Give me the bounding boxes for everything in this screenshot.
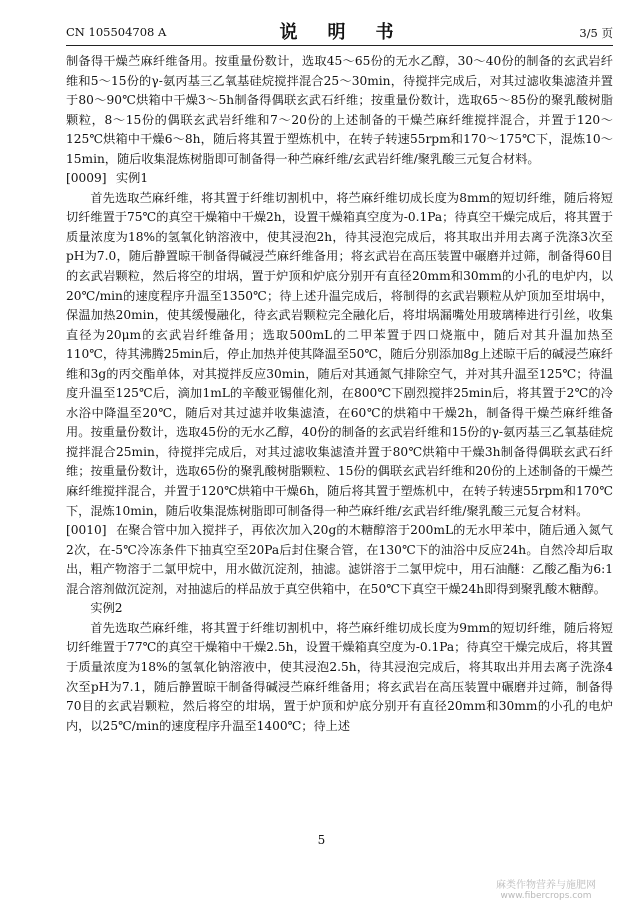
watermark-url: www.fibercrops.com bbox=[500, 891, 592, 901]
paragraph-example2-body: 首先选取苎麻纤维，将其置于纤维切割机中，将苎麻纤维切成长度为9mm的短切纤维，随后将短切纤维置于77℃的真空干燥箱中干燥2.5h，设置干燥箱真空度为-0.1Pa；待真空干燥完成后，将其置于质量浓度为18%的氢氧化钠溶液中，使其浸泡2.5h，待其浸泡完成后，将其取出并用去离子洗涤4次至pH为7.1，随后静置晾干制备得碱浸苎麻纤维备用；将玄武岩在高压装置中碾磨并过筛，制备得70目的玄武岩颗粒，然后将空的坩埚，置于炉顶和炉底分别开有直径20mm和30mm的小孔的电炉内，以25℃/min的速度程序升温至1400℃；待上述 bbox=[66, 620, 613, 733]
paragraph-example1-body: 首先选取苎麻纤维，将其置于纤维切割机中，将苎麻纤维切成长度为8mm的短切纤维，随后将短切纤维置于75℃的真空干燥箱中干燥2h，设置干燥箱真空度为-0.1Pa；待真空干燥完成后，将其置于质量浓度为18%的氢氧化钠溶液中，使其浸泡2h，待其浸泡完成后，将其取出并用去离子洗涤3次至pH为7.0，随后静置晾干制备得碱浸苎麻纤维备用；将玄武岩在高压装置中碾磨并过筛，制备得60目的玄武岩颗粒，然后将空的坩埚，置于炉顶和炉底分别开有直径20mm和30mm的小孔的电炉内，以20℃/min的速度程序升温至1350℃；待上述升温完成后，将制得的玄武岩颗粒从炉顶加至坩埚中，保温加热20min，使其缓慢融化，待玄武岩颗粒完全融化后，将坩埚漏嘴处用玻璃棒进行引丝，收集直径为20μm的玄武岩纤维备用；选取500mL的二甲苯置于四口烧瓶中，随后对其升温加热至110℃，待其沸腾25min后，停止加热并使其降温至50℃，随后分别添加8g上述晾干后的碱浸苎麻纤维和3g的丙交酯单体，对其搅拌反应30min，随后对其通氮气排除空气，并对其升温至125℃；待温度升温至125℃后，滴加1mL的辛酸亚锡催化剂，在800℃下剧烈搅拌25min后，将其置于2℃的冷水浴中降温至20℃，随后对其过滤并收集滤渣，在60℃的烘箱中干燥2h，制备得干燥苎麻纤维备用。按重量份数计，选取45份的无水乙醇，40份的制备的玄武岩纤维和15份的γ-氨丙基三乙氧基硅烷搅拌混合25min，待搅拌完成后，对其过滤收集滤渣并置于80℃烘箱中干燥3h制备得偶联玄武石纤维；按重量份数计，选取65份的聚乳酸树脂颗粒、15份的偶联玄武岩纤维和20份的上述制备的干燥苎麻纤维搅拌混合，并置于120℃烘箱中干燥6h，随后将其置于塑炼机中，在转子转速55rpm和170℃下，混炼10min，随后收集混炼树脂即可制备得一种苎麻纤维/玄武岩纤维/聚乳酸三元复合材料。 bbox=[66, 190, 613, 518]
watermark bbox=[471, 876, 621, 901]
watermark-name: 麻类作物营养与施肥网 bbox=[496, 880, 596, 891]
paragraph-number: [0010] bbox=[66, 523, 107, 538]
paragraph-0010 bbox=[66, 521, 613, 599]
patent-number: CN 105504708 A bbox=[66, 25, 167, 39]
page-number: 5 bbox=[317, 833, 326, 847]
document-body bbox=[66, 52, 613, 736]
header-rule bbox=[66, 45, 613, 46]
page-header bbox=[66, 14, 613, 44]
page-count: 3/5 页 bbox=[579, 26, 613, 40]
paragraph-continuation: 制备得干燥苎麻纤维备用。按重量份数计，选取45～65份的无水乙醇，30～40份的制备的玄武岩纤维和5～15份的γ-氨丙基三乙氧基硅烷搅拌混合25～30min，待搅拌完成后，对其过滤收集滤渣并置于80～90℃烘箱中干燥3～5h制备得偶联玄武石纤维；按重量份数计，选取65～85份的聚乳酸树脂颗粒，8～15份的偶联玄武岩纤维和7～20份的上述制备的干燥苎麻纤维搅拌混合，并置于120～125℃烘箱中干燥6～8h，随后将其置于塑炼机中，在转子转速55rpm和170～175℃下，混炼10～15min，随后收集混炼树脂即可制备得一种苎麻纤维/玄武岩纤维/聚乳酸三元复合材料。 bbox=[66, 54, 613, 166]
example-heading: 实例1 bbox=[116, 171, 149, 186]
example-heading: 实例2 bbox=[90, 601, 123, 616]
paragraph-number: [0009] bbox=[66, 171, 107, 186]
paragraph-0009 bbox=[66, 169, 613, 189]
paragraph-0010-text: 在聚合管中加入搅拌子，再依次加入20g的木糖醇溶于200mL的无水甲苯中，随后通入氮气2次，在-5℃冷冻条件下抽真空至20Pa后封住聚合管，在130℃下的油浴中反应24h。自然冷却后取出，粗产物溶于二氯甲烷中，用水做沉淀剂，抽滤。滤饼溶于二氯甲烷中，用石油醚：乙酸乙酯为6:1混合溶剂做沉淀剂，对抽滤后的样品放于真空供箱中，在50℃下真空干燥24h即得到聚乳酸木糖醇。 bbox=[66, 523, 613, 596]
document-title: 说 明 书 bbox=[279, 22, 400, 43]
